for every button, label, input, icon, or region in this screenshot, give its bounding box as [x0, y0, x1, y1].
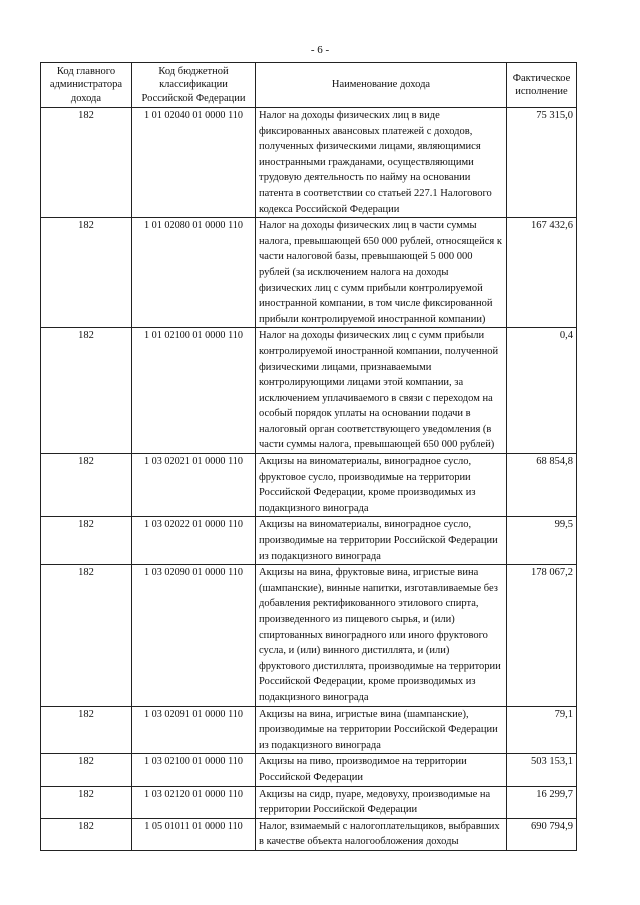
- revenue-name-cell: Акцизы на пиво, производимое на территории Российской Федерации: [256, 754, 507, 786]
- revenue-name-cell: Налог на доходы физических лиц с сумм прибыли контролируемой иностранной компании, полученной физическими лицами, признаваемыми контролирующими лицами этой компании, за исключением уплачиваемого в связи с переходом на особый порядок уплаты на основании подачи в налоговый орган соответствующего уведомления (в части суммы налога, превышающей 650 000 рублей): [256, 328, 507, 454]
- table-row: [41, 565, 577, 706]
- header-admin-code: Код главного администратора дохода: [41, 63, 132, 108]
- revenue-name-cell: Налог, взимаемый с налогоплательщиков, выбравших в качестве объекта налогообложения доходы: [256, 818, 507, 850]
- table-row: [41, 818, 577, 850]
- budget-code-cell: 1 03 02022 01 0000 110: [132, 517, 256, 565]
- admin-code-cell: 182: [41, 818, 132, 850]
- table-row: [41, 108, 577, 218]
- table-row: [41, 218, 577, 328]
- admin-code-cell: 182: [41, 786, 132, 818]
- budget-code-cell: 1 05 01011 01 0000 110: [132, 818, 256, 850]
- budget-code-cell: 1 01 02080 01 0000 110: [132, 218, 256, 328]
- table-header: [41, 63, 577, 108]
- revenue-name-cell: Налог на доходы физических лиц в части суммы налога, превышающей 650 000 рублей, относящейся к части налоговой базы, превышающей 5 000 000 рублей (за исключением налога на доходы физических лиц с сумм прибыли контролируемой иностранной компании, в том числе фиксированной прибыли контролируемой иностранной компании): [256, 218, 507, 328]
- budget-code-cell: 1 03 02120 01 0000 110: [132, 786, 256, 818]
- budget-code-cell: 1 01 02040 01 0000 110: [132, 108, 256, 218]
- amount-cell: 178 067,2: [507, 565, 577, 706]
- header-budget-code: Код бюджетной классификации Российской Федерации: [132, 63, 256, 108]
- revenue-name-cell: Налог на доходы физических лиц в виде фиксированных авансовых платежей с доходов, полученных физическими лицами, являющимися иностранными гражданами, осуществляющими трудовую деятельность по найму на основании патента в соответствии со статьей 227.1 Налогового кодекса Российской Федерации: [256, 108, 507, 218]
- amount-cell: 167 432,6: [507, 218, 577, 328]
- admin-code-cell: 182: [41, 328, 132, 454]
- revenue-name-cell: Акцизы на вина, фруктовые вина, игристые вина (шампанские), винные напитки, изготавливаемые без добавления ректификованного этилового спирта, произведенного из пищевого сырья, и (или) спиртованных виноградного или иного фруктового сусла, и (или) винного дистиллята, и (или) фруктового дистиллята, производимые на территории Российской Федерации, кроме производимых из подакцизного винограда: [256, 565, 507, 706]
- header-revenue-name: Наименование дохода: [256, 63, 507, 108]
- revenue-name-cell: Акцизы на виноматериалы, виноградное сусло, производимые на территории Российской Федерации из подакцизного винограда: [256, 517, 507, 565]
- amount-cell: 68 854,8: [507, 454, 577, 517]
- page-number: - 6 -: [310, 44, 330, 56]
- table-body: [41, 108, 577, 851]
- amount-cell: 690 794,9: [507, 818, 577, 850]
- revenue-name-cell: Акцизы на сидр, пуаре, медовуху, производимые на территории Российской Федерации: [256, 786, 507, 818]
- table-row: [41, 786, 577, 818]
- amount-cell: 99,5: [507, 517, 577, 565]
- budget-code-cell: 1 03 02091 01 0000 110: [132, 706, 256, 754]
- revenue-name-cell: Акцизы на виноматериалы, виноградное сусло, фруктовое сусло, производимые на территории Российской Федерации, кроме производимых из подакцизного винограда: [256, 454, 507, 517]
- table-row: [41, 454, 577, 517]
- table-row: [41, 517, 577, 565]
- admin-code-cell: 182: [41, 565, 132, 706]
- table-header-row: [41, 63, 577, 108]
- table-row: [41, 328, 577, 454]
- header-actual-amount: Фактическое исполнение: [507, 63, 577, 108]
- table-row: [41, 706, 577, 754]
- budget-code-cell: 1 03 02021 01 0000 110: [132, 454, 256, 517]
- admin-code-cell: 182: [41, 218, 132, 328]
- budget-code-cell: 1 03 02090 01 0000 110: [132, 565, 256, 706]
- admin-code-cell: 182: [41, 517, 132, 565]
- amount-cell: 0,4: [507, 328, 577, 454]
- amount-cell: 75 315,0: [507, 108, 577, 218]
- amount-cell: 16 299,7: [507, 786, 577, 818]
- revenue-table: [40, 62, 577, 851]
- table-row: [41, 754, 577, 786]
- revenue-name-cell: Акцизы на вина, игристые вина (шампанские), производимые на территории Российской Федерации из подакцизного винограда: [256, 706, 507, 754]
- amount-cell: 503 153,1: [507, 754, 577, 786]
- budget-code-cell: 1 03 02100 01 0000 110: [132, 754, 256, 786]
- budget-code-cell: 1 01 02100 01 0000 110: [132, 328, 256, 454]
- admin-code-cell: 182: [41, 454, 132, 517]
- admin-code-cell: 182: [41, 754, 132, 786]
- admin-code-cell: 182: [41, 108, 132, 218]
- admin-code-cell: 182: [41, 706, 132, 754]
- amount-cell: 79,1: [507, 706, 577, 754]
